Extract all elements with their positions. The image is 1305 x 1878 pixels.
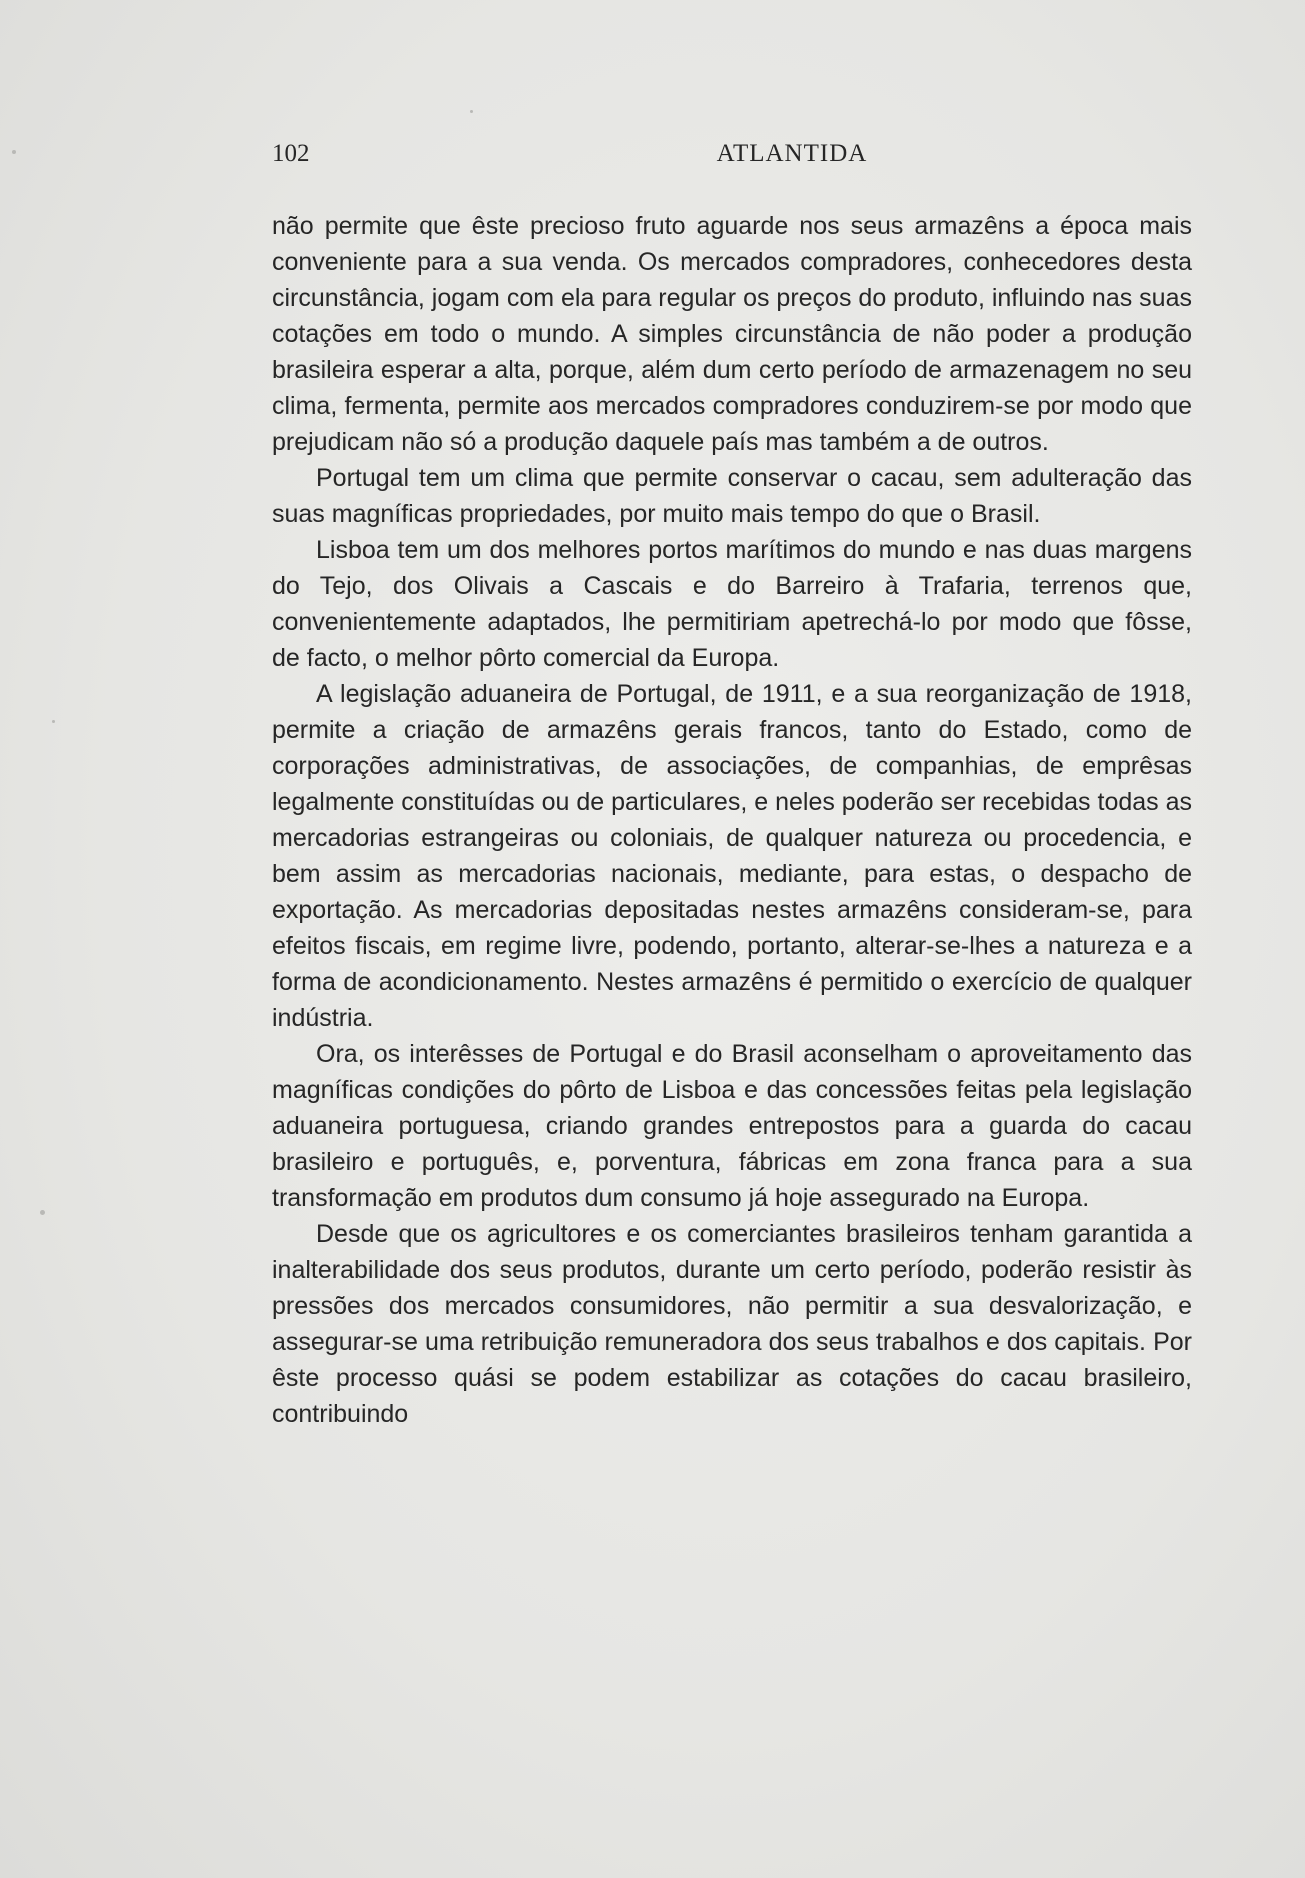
paragraph: Lisboa tem um dos melhores portos marítimos do mundo e nas duas margens do Tejo, dos Olivais a Cascais e do Barreiro à Trafaria, terrenos que, convenientemente adaptados, lhe permitiriam apetrechá-lo por modo que fôsse, de facto, o melhor pôrto comercial da Europa. <box>272 536 1192 672</box>
paper-speck <box>470 110 473 113</box>
paragraph: Portugal tem um clima que permite conservar o cacau, sem adulteração das suas magníficas propriedades, por muito mais tempo do que o Brasil. <box>272 464 1192 528</box>
paragraph: Ora, os interêsses de Portugal e do Brasil aconselham o aproveitamento das magníficas condições do pôrto de Lisboa e das concessões feitas pela legislação aduaneira portuguesa, criando grandes entrepostos para a guarda do cacau brasileiro e português, e, porventura, fábricas em zona franca para a sua transformação em produtos dum consumo já hoje assegurado na Europa. <box>272 1040 1192 1212</box>
paper-speck <box>40 1210 45 1215</box>
paragraph: Desde que os agricultores e os comerciantes brasileiros tenham garantida a inalterabilidade dos seus produtos, durante um certo período, poderão resistir às pressões dos mercados consumidores, não permitir a sua desvalorização, e assegurar-se uma retribuição remuneradora dos seus trabalhos e dos capitais. Por êste processo quási se podem estabilizar as cotações do cacau brasileiro, contribuindo <box>272 1220 1192 1428</box>
body-text <box>272 208 1192 1432</box>
page-header <box>272 140 1192 174</box>
paragraph: A legislação aduaneira de Portugal, de 1911, e a sua reorganização de 1918, permite a criação de armazêns gerais francos, tanto do Estado, como de corporações administrativas, de associações, de companhias, de emprêsas legalmente constituídas ou de particulares, e neles poderão ser recebidas todas as mercadorias estrangeiras ou coloniais, de qualquer natureza ou procedencia, e bem assim as mercadorias nacionais, mediante, para estas, o despacho de exportação. As mercadorias depositadas nestes armazêns consideram-se, para efeitos fiscais, em regime livre, podendo, portanto, alterar-se-lhes a natureza e a forma de acondicionamento. Nestes armazêns é permitido o exercício de qualquer indústria. <box>272 680 1193 1032</box>
paragraph: não permite que êste precioso fruto aguarde nos seus armazêns a época mais conveniente para a sua venda. Os mercados compradores, conhecedores desta circunstância, jogam com ela para regular os preços do produto, influindo nas suas cotações em todo o mundo. A simples circunstância de não poder a produção brasileira esperar a alta, porque, além dum certo período de armazenagem no seu clima, fermenta, permite aos mercados compradores conduzirem-se por modo que prejudicam não só a produção daquele país mas também a de outros. <box>272 212 1192 456</box>
running-title: ATLANTIDA <box>716 140 868 167</box>
page-number: 102 <box>272 140 310 167</box>
paper-speck <box>52 720 55 723</box>
paper-speck <box>12 150 16 154</box>
